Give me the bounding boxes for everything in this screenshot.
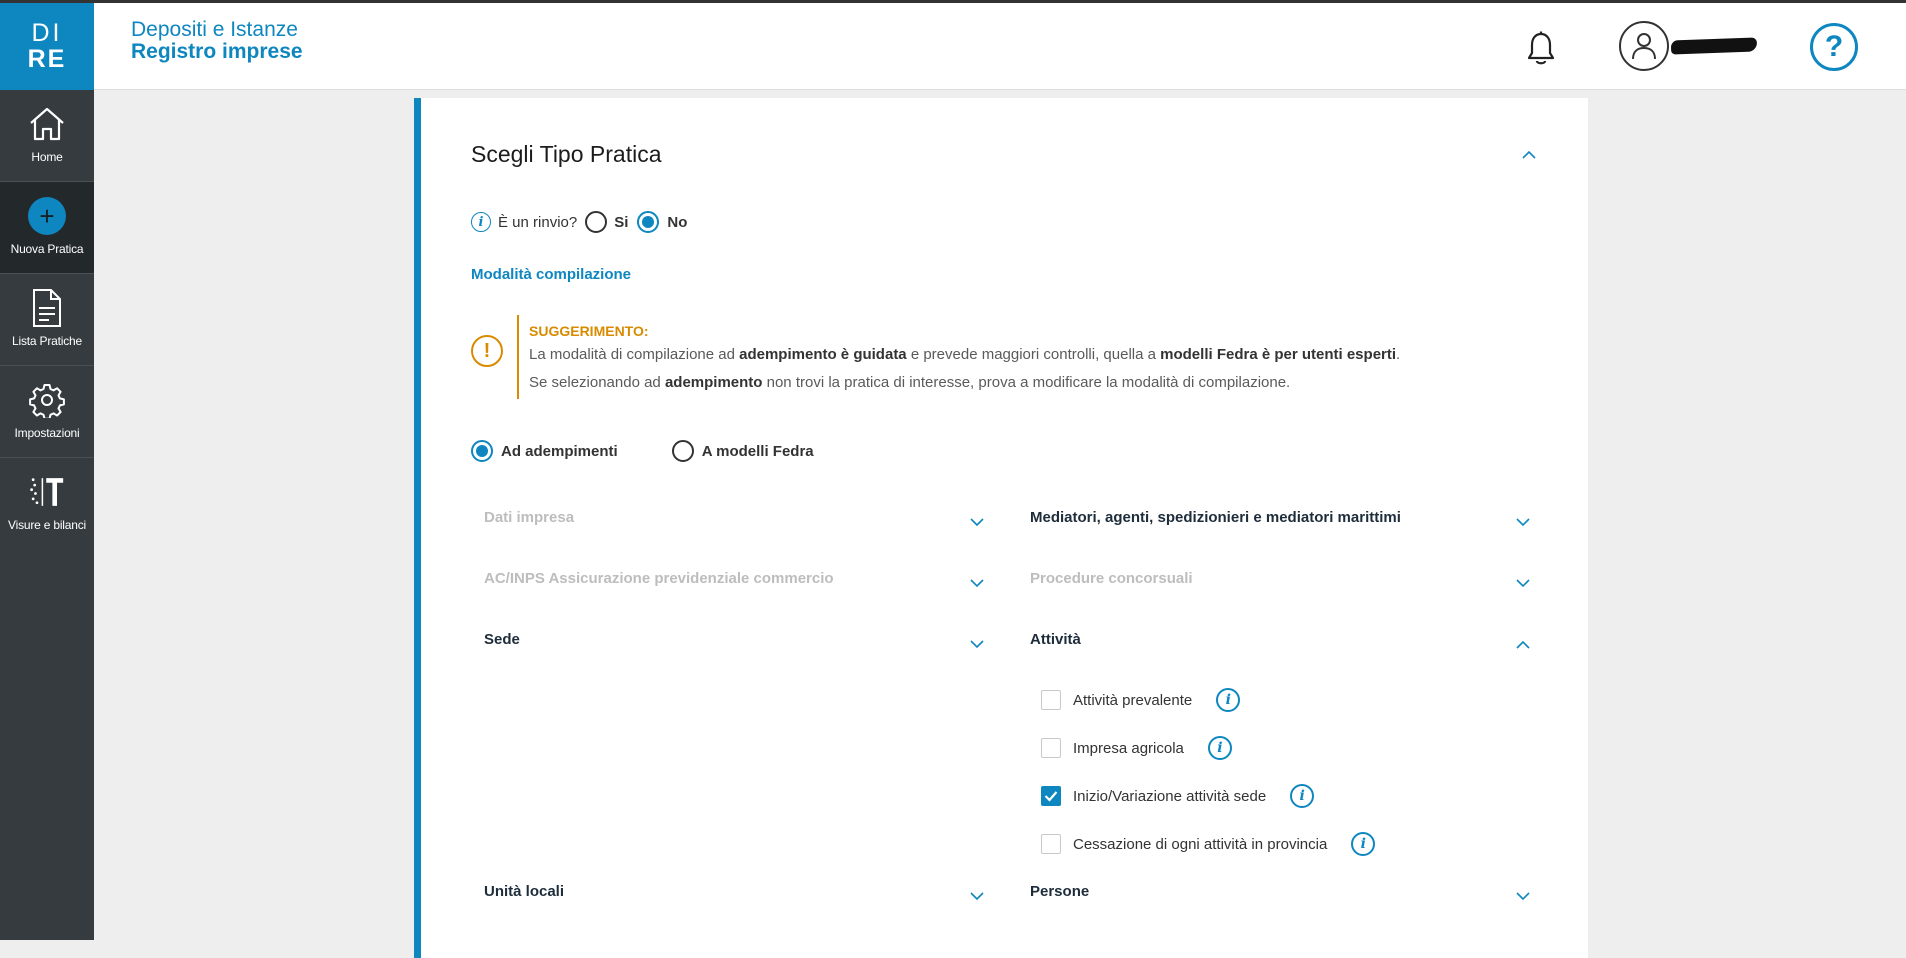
section-sede[interactable]: Sede bbox=[484, 631, 984, 661]
sidebar-item-nuova-pratica[interactable] bbox=[0, 182, 94, 274]
rinvio-si-radio[interactable] bbox=[585, 211, 607, 233]
a-modelli-fedra-radio[interactable] bbox=[672, 440, 694, 462]
option-label: Impresa agricola bbox=[1073, 739, 1184, 757]
hint-line-2: Se selezionando ad adempimento non trovi la pratica di interesse, prova a modificare la modalità di compilazione. bbox=[529, 374, 1291, 391]
section-dati-impresa[interactable]: Dati impresa bbox=[484, 509, 984, 539]
sidebar-item-lista-pratiche[interactable] bbox=[0, 274, 94, 366]
a-modelli-fedra-label: A modelli Fedra bbox=[701, 442, 814, 460]
sidebar-item-label: Nuova Pratica bbox=[10, 242, 84, 256]
scegli-tipo-pratica-card bbox=[414, 98, 1588, 958]
hint-text bbox=[529, 321, 1429, 397]
hint-title: SUGGERIMENTO: bbox=[529, 323, 649, 339]
sidebar-item-label: Home bbox=[31, 150, 63, 164]
avatar bbox=[1619, 21, 1669, 71]
modalita-selector bbox=[471, 440, 814, 462]
home-icon bbox=[27, 104, 67, 144]
app-brand[interactable] bbox=[131, 19, 303, 63]
document-icon bbox=[27, 288, 67, 328]
info-icon[interactable]: i bbox=[471, 212, 491, 232]
modalita-compilazione-link[interactable]: Modalità compilazione bbox=[471, 266, 632, 283]
rinvio-field bbox=[471, 211, 687, 233]
visure-icon bbox=[27, 472, 67, 512]
warning-icon: ! bbox=[471, 335, 503, 367]
rinvio-no-radio[interactable] bbox=[637, 211, 659, 233]
hint-divider bbox=[517, 315, 519, 399]
option-inizio-variazione-attivita-sede bbox=[1041, 784, 1314, 808]
rinvio-no-label: No bbox=[667, 213, 688, 231]
top-border bbox=[0, 0, 1906, 3]
user-menu[interactable] bbox=[1619, 21, 1757, 71]
sidebar-item-label: Visure e bilanci bbox=[8, 518, 86, 532]
section-mediatori[interactable]: Mediatori, agenti, spedizionieri e mediatori marittimi bbox=[1030, 509, 1530, 539]
logo-line1: DI bbox=[31, 19, 63, 47]
bell-icon[interactable] bbox=[1526, 31, 1556, 67]
info-icon[interactable]: i bbox=[1351, 832, 1375, 856]
chevron-down-icon bbox=[970, 518, 984, 527]
section-procedure-concorsuali[interactable]: Procedure concorsuali bbox=[1030, 570, 1530, 600]
option-label: Attività prevalente bbox=[1073, 691, 1193, 709]
hint-line-1: La modalità di compilazione ad adempimento è guidata e prevede maggiori controlli, quella a modelli Fedra è per utenti esperti. bbox=[529, 346, 1401, 363]
sidebar-item-label: Impostazioni bbox=[14, 426, 80, 440]
section-unita-locali[interactable]: Unità locali bbox=[484, 883, 984, 913]
ad-adempimenti-radio[interactable] bbox=[471, 440, 493, 462]
info-icon[interactable]: i bbox=[1216, 688, 1240, 712]
chevron-down-icon bbox=[970, 892, 984, 901]
option-impresa-agricola bbox=[1041, 736, 1232, 760]
help-button[interactable]: ? bbox=[1810, 23, 1858, 71]
section-persone[interactable]: Persone bbox=[1030, 883, 1530, 913]
chevron-down-icon bbox=[1516, 518, 1530, 527]
check-icon bbox=[1044, 790, 1058, 802]
brand-subtitle: Registro imprese bbox=[131, 40, 303, 64]
sidebar-item-impostazioni[interactable] bbox=[0, 366, 94, 458]
top-header bbox=[94, 3, 1906, 90]
chevron-down-icon bbox=[1516, 579, 1530, 588]
option-attivita-prevalente bbox=[1041, 688, 1240, 712]
logo-line2: RE bbox=[27, 45, 67, 73]
info-icon[interactable]: i bbox=[1208, 736, 1232, 760]
brand-title: Depositi e Istanze bbox=[131, 18, 298, 41]
sidebar-item-visure-e-bilanci[interactable] bbox=[0, 458, 94, 550]
username-redacted bbox=[1671, 38, 1757, 55]
section-ac-inps[interactable]: AC/INPS Assicurazione previdenziale commercio bbox=[484, 570, 984, 600]
chevron-down-icon bbox=[970, 579, 984, 588]
rinvio-si-label: Si bbox=[614, 213, 629, 231]
sidebar-item-home[interactable] bbox=[0, 90, 94, 182]
section-attivita[interactable]: Attività bbox=[1030, 631, 1530, 661]
checkbox-checked[interactable] bbox=[1041, 786, 1061, 806]
option-cessazione-attivita-provincia bbox=[1041, 832, 1375, 856]
option-label: Cessazione di ogni attività in provincia bbox=[1073, 835, 1328, 853]
checkbox[interactable] bbox=[1041, 738, 1061, 758]
card-title: Scegli Tipo Pratica bbox=[471, 141, 662, 167]
sidebar-item-label: Lista Pratiche bbox=[12, 334, 82, 348]
option-label: Inizio/Variazione attività sede bbox=[1073, 787, 1267, 805]
ad-adempimenti-label: Ad adempimenti bbox=[501, 442, 618, 460]
sidebar bbox=[0, 0, 94, 940]
chevron-down-icon bbox=[970, 640, 984, 649]
app-logo[interactable] bbox=[0, 3, 94, 90]
gear-icon bbox=[27, 380, 67, 420]
plus-icon: + bbox=[27, 196, 67, 236]
chevron-up-icon bbox=[1516, 640, 1530, 649]
info-icon[interactable]: i bbox=[1290, 784, 1314, 808]
checkbox[interactable] bbox=[1041, 690, 1061, 710]
chevron-down-icon bbox=[1516, 892, 1530, 901]
checkbox[interactable] bbox=[1041, 834, 1061, 854]
rinvio-question: È un rinvio? bbox=[498, 213, 578, 231]
chevron-up-icon[interactable] bbox=[1521, 150, 1537, 160]
